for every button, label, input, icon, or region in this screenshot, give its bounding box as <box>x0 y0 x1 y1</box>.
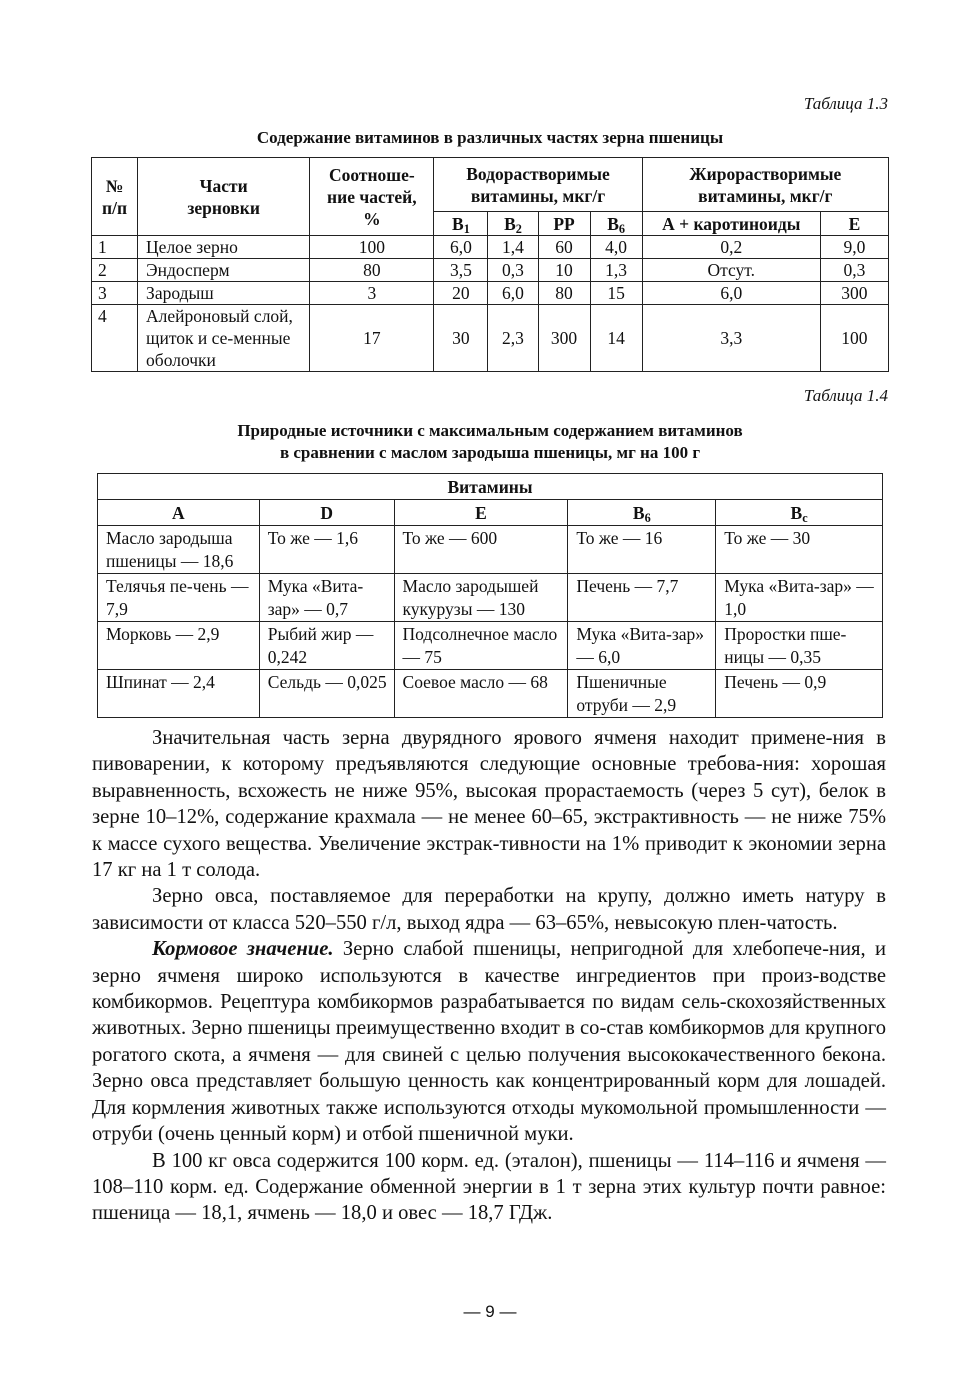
table-1-3 <box>91 157 889 372</box>
header-vitamins: Витамины <box>98 474 883 500</box>
cell-d: То же — 1,6 <box>259 526 394 574</box>
header-pp: PP <box>538 212 590 236</box>
cell-b6: Пшеничные отруби — 2,9 <box>568 670 716 718</box>
cell-b6: Мука «Вита-зар» — 6,0 <box>568 622 716 670</box>
paragraph-3 <box>92 936 886 1147</box>
table-1-3-caption: Таблица 1.3 <box>803 94 888 113</box>
cell-e: 9,0 <box>820 236 888 259</box>
cell-e: Подсолнечное масло — 75 <box>394 622 568 670</box>
cell-pp: 80 <box>538 282 590 305</box>
cell-b2: 0,3 <box>488 259 538 282</box>
cell-ratio: 100 <box>310 236 434 259</box>
header-e: E <box>394 500 568 526</box>
cell-b1: 30 <box>434 305 488 372</box>
cell-e: Масло зародышей кукурузы — 130 <box>394 574 568 622</box>
cell-bc: Проростки пше-ницы — 0,35 <box>716 622 883 670</box>
cell-num: 2 <box>92 259 138 282</box>
paragraph-4: В 100 кг овса содержится 100 корм. ед. (эталон), пшеницы — 114–116 и ячменя — 108–110 корм. ед. Содержание обменной энергии в 1 т зерна этих культур почти равное: пшеница — 18,1, ячмень — 18,0 и овес — 18,7 ГДж. <box>92 1149 886 1225</box>
cell-bc: То же — 30 <box>716 526 883 574</box>
cell-part: Эндосперм <box>138 259 310 282</box>
cell-b6: 15 <box>590 282 642 305</box>
cell-ratio: 17 <box>310 305 434 372</box>
header-b1: $B_1$ <box>434 212 488 236</box>
header-d: D <box>259 500 394 526</box>
table-row <box>98 670 883 718</box>
paragraph-3-lead: Кормовое значение. <box>152 938 334 961</box>
header-ratio: Соотноше-ние частей, % <box>310 158 434 236</box>
cell-part: Зародыш <box>138 282 310 305</box>
cell-a: Отсут. <box>642 259 820 282</box>
table-1-3-title: Содержание витаминов в различных частях зерна пшеницы <box>256 128 724 147</box>
cell-b6: То же — 16 <box>568 526 716 574</box>
header-num: № п/п <box>92 158 138 236</box>
header-b6: $B_6$ <box>590 212 642 236</box>
table-1-4-caption: Таблица 1.4 <box>803 386 888 405</box>
header-e: Е <box>820 212 888 236</box>
cell-ratio: 3 <box>310 282 434 305</box>
cell-a: Масло зародыша пшеницы — 18,6 <box>98 526 260 574</box>
cell-pp: 60 <box>538 236 590 259</box>
cell-b1: 20 <box>434 282 488 305</box>
cell-d: Рыбий жир — 0,242 <box>259 622 394 670</box>
paragraph-1: Значительная часть зерна двурядного ярового ячменя находит примене-ния в пивоварении, к которому предъявляются следующие основные требова-ния: хорошая выравненность, всхожесть не ниже 95%, высокая прорастаемость (через 5 сут), белок в зерне 10–12%, содержание крахмала — не менее 60–65, экстрактивность — не ниже 75% к массе сухого вещества. Увеличение экстрак-тивности на 1% приводит к экономии зерна 17 кг на 1 т солода. <box>92 727 886 882</box>
cell-num: 1 <box>92 236 138 259</box>
table-row <box>92 282 889 305</box>
cell-b6: 14 <box>590 305 642 372</box>
paragraph-3-text: Зерно слабой пшеницы, непригодной для хлебопече-ния, и зерно ячменя широко используются в качестве ингредиентов при произ-водстве комбикормов. Рецептура комбикормов разрабатывается по видам сель-скохозяйственных животных. Зерно пшеницы преимущественно входит в со-став комбикормов для крупного рогатого скота, а ячменя — для свиней с целью получения высококачественного бекона. Зерно овса представляет большую ценность как концентрированный корм для лошадей. Для кормления животных также используются отходы мукомольной промышленности — отруби (очень ценный корм) и отбой пшеничной муки. <box>92 938 886 1146</box>
cell-b6: Печень — 7,7 <box>568 574 716 622</box>
cell-a: Морковь — 2,9 <box>98 622 260 670</box>
table-1-4 <box>97 473 883 718</box>
cell-bc: Мука «Вита-зар» — 1,0 <box>716 574 883 622</box>
header-b2: $B_2$ <box>488 212 538 236</box>
header-water-soluble: Водорастворимые витамины, мкг/г <box>434 158 642 212</box>
cell-bc: Печень — 0,9 <box>716 670 883 718</box>
header-bc: $B_c$ <box>716 500 883 526</box>
cell-a: Шпинат — 2,4 <box>98 670 260 718</box>
cell-pp: 10 <box>538 259 590 282</box>
cell-b2: 6,0 <box>488 282 538 305</box>
header-parts: Части зерновки <box>138 158 310 236</box>
header-b6: $B_6$ <box>568 500 716 526</box>
cell-num: 3 <box>92 282 138 305</box>
cell-b6: 4,0 <box>590 236 642 259</box>
header-a: А <box>98 500 260 526</box>
cell-d: Мука «Вита-зар» — 0,7 <box>259 574 394 622</box>
table-row <box>98 526 883 574</box>
table-1-4-title-line2: в сравнении с маслом зародыша пшеницы, мг на 100 г <box>279 443 701 462</box>
cell-b2: 2,3 <box>488 305 538 372</box>
cell-b1: 3,5 <box>434 259 488 282</box>
cell-a: 0,2 <box>642 236 820 259</box>
table-1-4-title <box>91 420 889 464</box>
cell-a: Телячья пе-чень — 7,9 <box>98 574 260 622</box>
page-number: — 9 — <box>463 1302 517 1321</box>
cell-b1: 6,0 <box>434 236 488 259</box>
cell-e: То же — 600 <box>394 526 568 574</box>
table-row <box>92 259 889 282</box>
cell-d: Сельдь — 0,025 <box>259 670 394 718</box>
cell-e: 300 <box>820 282 888 305</box>
cell-b2: 1,4 <box>488 236 538 259</box>
paragraph-2: Зерно овса, поставляемое для переработки на крупу, должно иметь натуру в зависимости от класса 520–550 г/л, выход ядра — 63–65%, невысокую плен-чатость. <box>92 885 886 934</box>
cell-e: Соевое масло — 68 <box>394 670 568 718</box>
cell-e: 0,3 <box>820 259 888 282</box>
cell-part: Алейроновый слой, щиток и се-менные оболочки <box>138 305 310 372</box>
table-row <box>98 574 883 622</box>
table-1-4-title-line1: Природные источники с максимальным содержанием витаминов <box>237 421 743 440</box>
cell-num: 4 <box>92 305 138 372</box>
cell-ratio: 80 <box>310 259 434 282</box>
header-fat-soluble: Жирорастворимые витамины, мкг/г <box>642 158 888 212</box>
cell-a: 3,3 <box>642 305 820 372</box>
cell-a: 6,0 <box>642 282 820 305</box>
cell-part: Целое зерно <box>138 236 310 259</box>
table-row <box>92 305 889 372</box>
cell-b6: 1,3 <box>590 259 642 282</box>
table-row <box>98 622 883 670</box>
cell-e: 100 <box>820 305 888 372</box>
cell-pp: 300 <box>538 305 590 372</box>
header-a-carotenoids: А + каротиноиды <box>642 212 820 236</box>
body-text <box>92 725 886 1227</box>
table-row <box>92 236 889 259</box>
